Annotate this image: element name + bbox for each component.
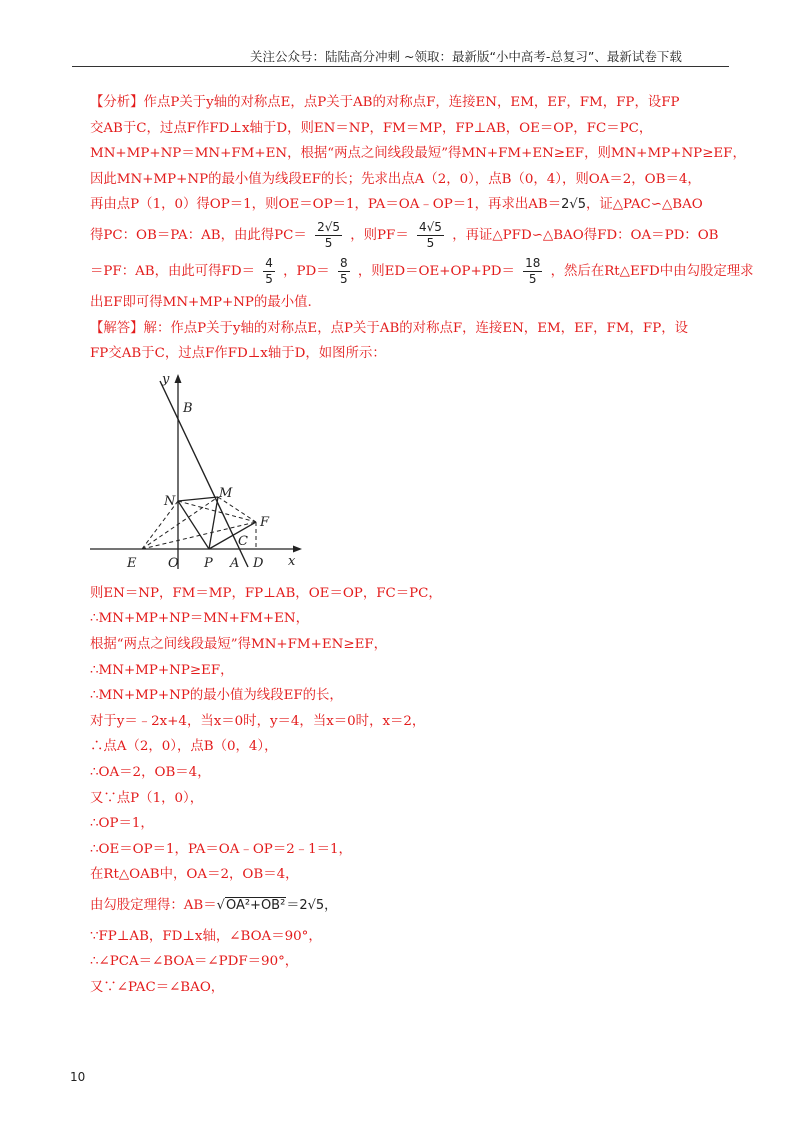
- page-number: 10: [70, 1070, 86, 1084]
- label-b: B: [183, 400, 193, 416]
- analysis-line-7-text-d: ，然后在Rt△EFD中由勾股定理求: [550, 263, 754, 279]
- analysis-line-6: [90, 218, 730, 254]
- step-line: ∴OE＝OP＝1，PA＝OA﹣OP＝2﹣1＝1，: [90, 841, 352, 857]
- step-line: ∴OA＝2，OB＝4，: [90, 764, 211, 780]
- analysis-line-8: 出EF即可得MN+MP+NP的最小值.: [90, 294, 312, 310]
- line-ab: [160, 381, 248, 567]
- fraction-denominator: 5: [426, 235, 435, 250]
- label-c: C: [238, 533, 248, 549]
- step-line: ∵FP⊥AB，FD⊥x轴，∠BOA＝90°，: [90, 928, 322, 944]
- analysis-line-6-text-a: 得PC：OB＝PA：AB，由此得PC＝: [90, 227, 307, 243]
- fraction-numerator: 18: [525, 255, 541, 270]
- analysis-line-6-text-b: ，则PF＝: [350, 227, 409, 243]
- ed-fraction: [523, 257, 542, 286]
- step-line: ∴MN+MP+NP≥EF，: [90, 662, 234, 678]
- analysis-line-3: MN+MP+NP＝MN+FM+EN，根据“两点之间线段最短”得MN+FM+EN≥EF，则MN+MP+NP≥EF，: [90, 146, 746, 162]
- label-f: F: [260, 514, 270, 530]
- geometry-figure: [90, 369, 320, 579]
- step-line: ∴MN+MP+NP的最小值为线段EF的长，: [90, 688, 343, 704]
- fraction-denominator: 5: [265, 271, 273, 286]
- step-line: 对于y＝﹣2x+4，当x＝0时，y＝4，当x＝0时，x＝2，: [90, 713, 426, 729]
- step-line: 又∵∠PAC＝∠BAO，: [90, 980, 225, 996]
- header-divider: [72, 66, 729, 67]
- analysis-line-7: [90, 254, 754, 290]
- label-e: E: [127, 555, 137, 571]
- pd-fraction: [338, 257, 350, 286]
- label-n: N: [164, 493, 176, 509]
- step-line: ∴MN+MP+NP＝MN+FM+EN，: [90, 611, 309, 627]
- y-axis-arrow-icon: [175, 374, 182, 383]
- analysis-line-4: 因此MN+MP+NP的最小值为线段EF的长；先求出点A（2，0），点B（0，4），则OA＝2，OB＝4，: [90, 171, 701, 187]
- segment-nm: [178, 497, 218, 501]
- analysis-line-5-text-a: 再由点P（1，0）得OP＝1，则OE＝OP＝1，PA＝OA﹣OP＝1，再求出AB＝: [90, 197, 562, 213]
- label-p: P: [204, 555, 213, 571]
- fraction-denominator: 5: [528, 271, 537, 286]
- fraction-denominator: 5: [339, 271, 348, 286]
- fraction-numerator: 8: [339, 255, 348, 270]
- fd-fraction: [263, 257, 275, 286]
- step-line: ∴∠PCA＝∠BOA＝∠PDF＝90°，: [90, 954, 299, 970]
- step-line: ∴点A（2，0），点B（0，4），: [90, 739, 278, 755]
- segment-pf: [209, 522, 256, 549]
- pythag-result: ＝2√5，: [286, 897, 338, 913]
- pythag-prefix: 由勾股定理得：AB＝: [90, 897, 217, 913]
- fraction-numerator: 4√5: [419, 219, 442, 234]
- analysis-line-7-text-b: ，PD＝: [283, 263, 330, 279]
- step-line: 根据“两点之间线段最短”得MN+FM+EN≥EF，: [90, 636, 388, 652]
- ab-sqrt-value: 2√5: [561, 197, 586, 213]
- fraction-denominator: 5: [324, 235, 333, 250]
- label-y: y: [162, 371, 170, 387]
- label-m: M: [219, 485, 233, 501]
- step-line: 又∵点P（1，0），: [90, 790, 204, 806]
- label-o: O: [168, 555, 179, 571]
- answer-line-1: 【解答】解：作点P关于y轴的对称点E，点P关于AB的对称点F，连接EN，EM，EF，FM，FP，设: [90, 320, 689, 336]
- label-a: A: [230, 555, 240, 571]
- solution-content: [90, 90, 754, 1001]
- geometry-diagram: [90, 369, 320, 579]
- segment-np: [178, 501, 209, 549]
- analysis-line-7-text-a: ＝PF：AB，由此可得FD＝: [90, 263, 255, 279]
- page-header: 关注公众号：陆陆高分冲刺 ~领取：最新版“小中高考-总复习”、最新试卷下载: [250, 49, 682, 64]
- segment-mp: [209, 497, 218, 549]
- analysis-line-2: 交AB于C，过点F作FD⊥x轴于D，则EN＝NP，FM＝MP，FP⊥AB，OE＝OP，FC＝PC，: [90, 120, 653, 136]
- fraction-numerator: 4: [265, 255, 273, 270]
- answer-line-2: FP交AB于C，过点F作FD⊥x轴于D，如图所示：: [90, 346, 386, 362]
- analysis-line-5-text-b: ，证△PAC∽△BAO: [585, 197, 703, 213]
- fraction-numerator: 2√5: [317, 219, 340, 234]
- label-x: x: [288, 553, 296, 569]
- analysis-line-1: 【分析】作点P关于y轴的对称点E，点P关于AB的对称点F，连接EN，EM，EF，FM，FP，设FP: [90, 95, 680, 110]
- pf-fraction: [417, 221, 444, 250]
- analysis-line-6-text-c: ，再证△PFD∽△BAO得FD：OA＝PD：OB: [452, 227, 719, 243]
- sqrt-radicand: OA²+OB²: [225, 897, 286, 913]
- analysis-line-5: [90, 192, 730, 218]
- step-line: 则EN＝NP，FM＝MP，FP⊥AB，OE＝OP，FC＝PC，: [90, 585, 442, 601]
- sqrt-expression: √OA²+OB²: [216, 897, 286, 913]
- pc-fraction: [315, 221, 342, 250]
- label-d: D: [253, 555, 264, 571]
- step-line: ∴OP＝1，: [90, 816, 154, 832]
- step-line: 在Rt△OAB中，OA＝2，OB＝4，: [90, 867, 299, 883]
- analysis-line-7-text-c: ，则ED＝OE+OP+PD＝: [357, 263, 515, 279]
- pythagorean-step: [90, 888, 730, 924]
